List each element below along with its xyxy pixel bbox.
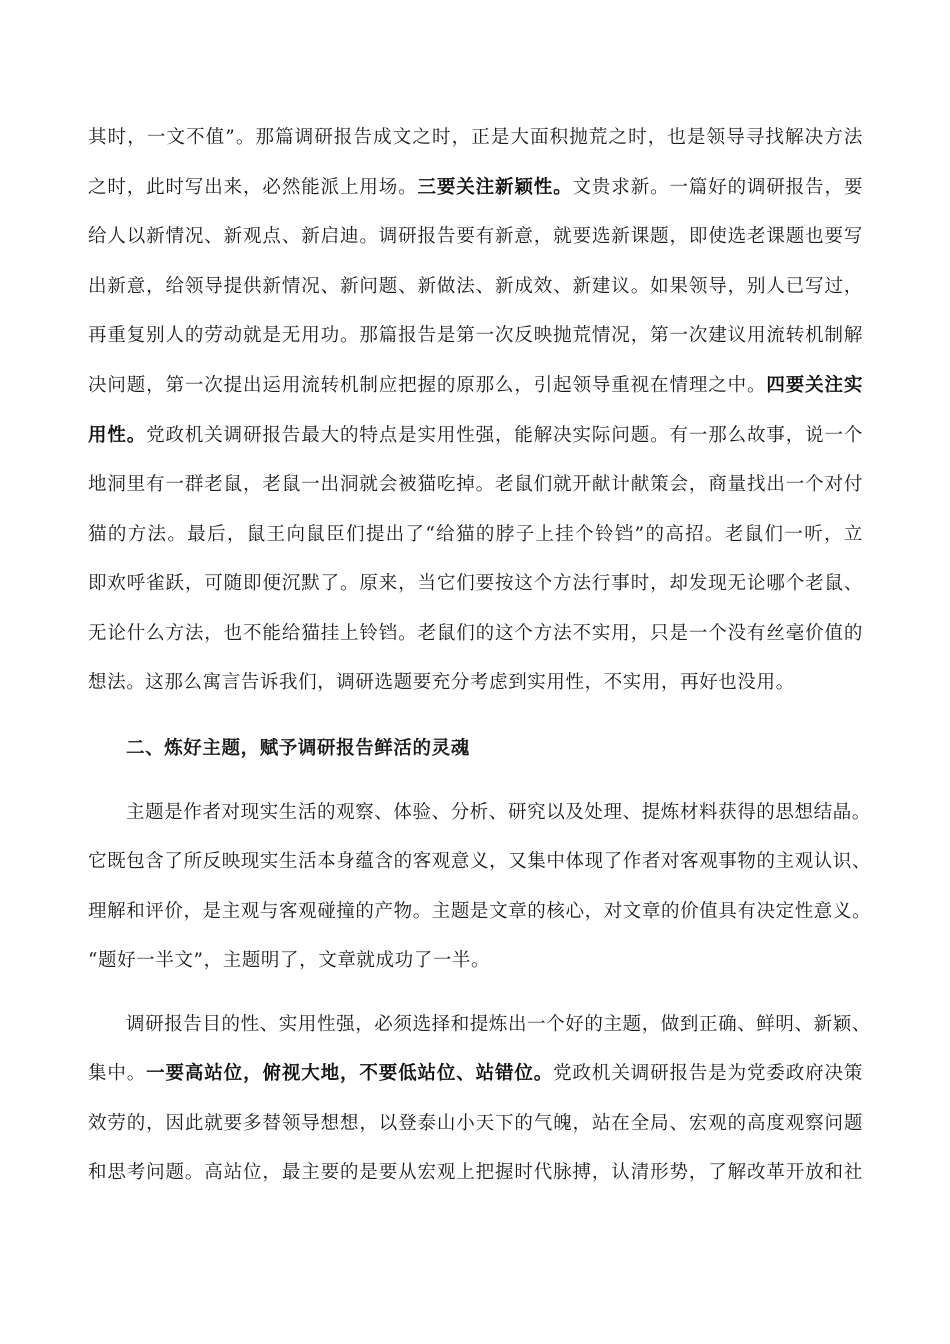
text-line: 给人以新情况、新观点、新启迪。调研报告要有新意，就要选新课题，即使选老课题也要写 xyxy=(88,226,863,247)
text-line: 它既包含了所反映现实生活本身蕴含的客观意义，又集中体现了作者对客观事物的主观认识、 xyxy=(88,851,872,872)
text-line: 再重复别人的劳动就是无用功。那篇报告是第一次反映抛荒情况，第一次建议用流转机制解 xyxy=(88,325,863,346)
text-line: 猫的方法。最后，鼠王向鼠臣们提出了“给猫的脖子上挂个铃铛”的高招。老鼠们一听，立 xyxy=(88,524,863,545)
text-line: 和思考问题。高站位，最主要的是要从宏观上把握时代脉搏，认清形势，了解改革开放和社 xyxy=(88,1162,863,1183)
bold-emphasis: 三要关注新颖性。 xyxy=(417,177,573,198)
bold-emphasis: 四要关注实 xyxy=(766,375,863,396)
text-line: 理解和评价，是主观与客观碰撞的产物。主题是文章的核心，对文章的价值具有决定性意义。 xyxy=(88,901,872,922)
text-line: 想法。这那么寓言告诉我们，调研选题要充分考虑到实用性，不实用，再好也没用。 xyxy=(88,672,795,693)
text-line: 其时，一文不值”。那篇调研报告成文之时，正是大面积抛荒之时，也是领导寻找解决方法 xyxy=(88,127,863,148)
text-line: 调研报告目的性、实用性强，必须选择和提炼出一个好的主题，做到正确、鲜明、新颖、 xyxy=(126,1014,871,1035)
text-line: 出新意，给领导提供新情况、新问题、新做法、新成效、新建议。如果领导，别人已写过， xyxy=(88,276,863,297)
text-line: “题好一半文”，主题明了，文章就成功了一半。 xyxy=(88,950,491,971)
text-line: 集中。一要高站位，俯视大地，不要低站位、站错位。党政机关调研报告是为党委政府决策 xyxy=(88,1063,863,1084)
text-line: 无论什么方法，也不能给猫挂上铃铛。老鼠们的这个方法不实用，只是一个没有丝毫价值的 xyxy=(88,623,863,644)
text-line: 用性。党政机关调研报告最大的特点是实用性强，能解决实际问题。有一那么故事，说一个 xyxy=(88,425,863,446)
text-line: 地洞里有一群老鼠，老鼠一出洞就会被猫吃掉。老鼠们就开献计献策会，商量找出一个对付 xyxy=(88,474,863,495)
text-line: 决问题，第一次提出运用流转机制应把握的原那么，引起领导重视在情理之中。四要关注实 xyxy=(88,375,863,396)
text-line: 主题是作者对现实生活的观察、体验、分析、研究以及处理、提炼材料获得的思想结晶。 xyxy=(126,802,871,823)
text-line: 即欢呼雀跃，可随即便沉默了。原来，当它们要按这个方法行事时，却发现无论哪个老鼠、 xyxy=(88,573,863,594)
bold-emphasis: 用性。 xyxy=(88,425,147,446)
bold-emphasis: 一要高站位，俯视大地，不要低站位、站错位。 xyxy=(146,1063,554,1084)
text-line: 之时，此时写出来，必然能派上用场。三要关注新颖性。文贵求新。一篇好的调研报告，要 xyxy=(88,177,863,198)
text-line: 效劳的，因此就要多替领导想想，以登泰山小天下的气魄，站在全局、宏观的高度观察问题 xyxy=(88,1113,863,1134)
section-heading: 二、炼好主题，赋予调研报告鲜活的灵魂 xyxy=(126,738,470,759)
